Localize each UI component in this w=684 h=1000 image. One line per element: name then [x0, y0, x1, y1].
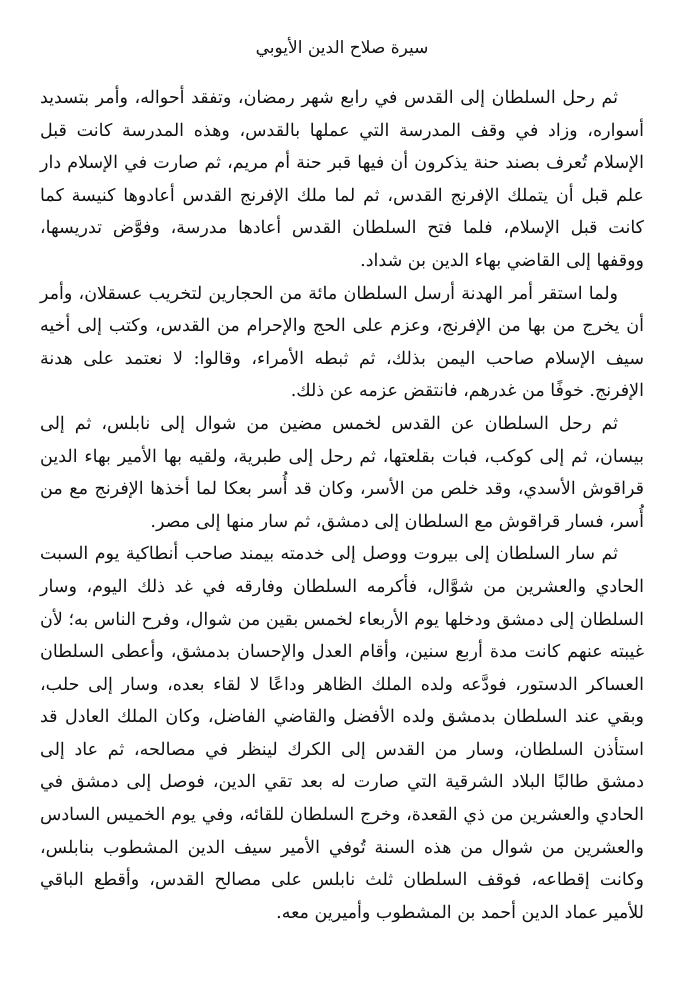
running-header-title: سيرة صلاح الدين الأيوبي	[255, 38, 429, 58]
paragraph: ثم رحل السلطان إلى القدس في رابع شهر رمضان، وتفقد أحواله، وأمر بتسديد أسواره، وزاد في وقف المدرسة التي عملها بالقدس، وهذه المدرسة كانت قبل الإسلام تُعرف بصند حنة يذكرون أن فيها قبر حنة أم مريم، ثم صارت في الإسلام دار علم قبل أن يتملك الإفرنج القدس، ثم لما ملك الإفرنج القدس أعادوها كنيسة كما كانت قبل الإسلام، فلما فتح السلطان القدس أعادها مدرسة، وفوَّض تدريسها، ووقفها إلى القاضي بهاء الدين بن شداد.	[40, 88, 644, 271]
paragraph: ولما استقر أمر الهدنة أرسل السلطان مائة من الحجارين لتخريب عسقلان، وأمر أن يخرج من بها من الإفرنج، وعزم على الحج والإحرام من القدس، وكتب إلى أخيه سيف الإسلام صاحب اليمن بذلك، ثم ثبطه الأمراء، وقالوا: لا نعتمد على هدنة الإفرنج. خوفًا من غدرهم، فانتقض عزمه عن ذلك.	[40, 283, 644, 402]
paragraph: ثم سار السلطان إلى بيروت ووصل إلى خدمته بيمند صاحب أنطاكية يوم السبت الحادي والعشرين من شوَّال، فأكرمه السلطان وفارقه في غد ذلك اليوم، وسار السلطان إلى دمشق ودخلها يوم الأربعاء لخمس بقين من شوال، وفرح الناس به؛ لأن غيبته عنهم كانت مدة أربع سنين، وأقام العدل والإحسان بدمشق، وأعطى السلطان العساكر الدستور، فودَّعه ولده الملك الظاهر وداعًا لا لقاء بعده، وسار إلى حلب، وبقي عند السلطان بدمشق ولده الأفضل والقاضي الفاضل، وكان الملك العادل قد استأذن السلطان، وسار من القدس إلى الكرك لينظر في مصالحه، ثم عاد إلى دمشق طالبًا البلاد الشرقية التي صارت له بعد تقي الدين، فوصل إلى دمشق في الحادي والعشرين من ذي القعدة، وخرج السلطان للقائه، وفي يوم الخميس السادس والعشرين من شوال من هذه السنة تُوفي الأمير سيف الدين المشطوب بنابلس، وكانت إقطاعه، فوقف السلطان ثلث نابلس على مصالح القدس، وأقطع الباقي للأمير عماد الدين أحمد بن المشطوب وأميرين معه.	[40, 544, 644, 923]
paragraph: ثم رحل السلطان عن القدس لخمس مضين من شوال إلى نابلس، ثم إلى بيسان، ثم إلى كوكب، فبات بقلعتها، ثم رحل إلى طبرية، ولقيه بها الأمير بهاء الدين قراقوش الأسدي، وقد خلص من الأسر، وكان قد أُسر بعكا لما أخذها الإفرنج مع من أُسر، فسار قراقوش مع السلطان إلى دمشق، ثم سار منها إلى مصر.	[40, 413, 644, 532]
body-text	[40, 82, 644, 929]
